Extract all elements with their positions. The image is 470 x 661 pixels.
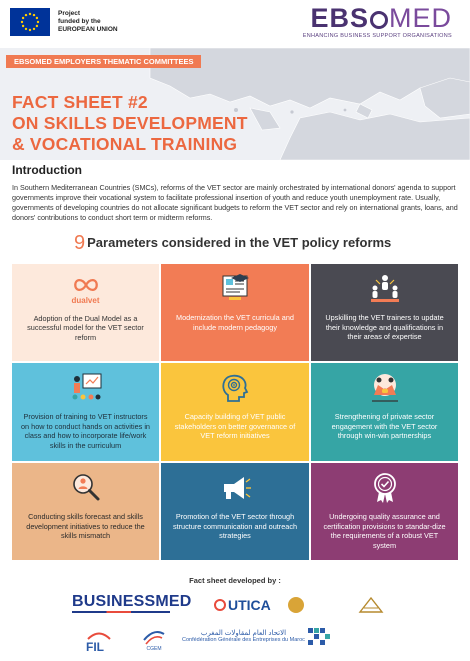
trainers-icon [368,272,402,306]
eu-funding-text: Project funded by the EUROPEAN UNION [58,10,118,33]
parameters-heading: 9 Parameters considered in the VET policy reforms [74,232,392,254]
parameters-grid [12,264,458,566]
ebsomed-o-icon [370,11,388,29]
fil-logo: FIL [86,630,112,654]
page-title: FACT SHEET #2 ON SKILLS DEVELOPMENT & VOCATIONAL TRAINING [12,92,248,154]
fil-arc-icon [86,630,112,640]
developed-by-heading: Fact sheet developed by : [189,576,281,585]
egyptian-federation-emblem-icon [358,596,384,614]
egyptian-federation-logo [358,596,384,615]
param-modernization: Modernization the VET curricula and include modern pedagogy [161,264,309,361]
intro-paragraph: In Southern Mediterranean Countries (SMCs), reforms of the VET sector are mainly orchestrated by international donors' agenda to support governments improve their vocational system to facilitate professional insertion of youth and reduce youth unemployment rate. Usually, governments of developing countries do not allocate significant budgets to reform the VET sector and rely on international grants, loans, and donors' contributions to conduct short term or midterm reforms. [12,183,458,222]
classroom-icon [69,371,103,405]
businessmed-logo: BUSINESSMED [72,593,192,613]
megaphone-icon [218,471,252,505]
curriculum-icon [218,272,252,306]
cgem-name-block: الاتحاد العام لمقاولات المغرب Confédération Générale des Entreprises du Maroc [182,630,305,643]
param-private-sector: Strengthening of private sector engagement with the VET sector through win-win partnerships [311,363,458,461]
param-promotion: Promotion of the VET sector through structure communication and outreach strategies [161,463,309,560]
magnifier-person-icon [69,471,103,505]
infinity-icon [69,272,103,298]
target-head-icon [218,371,252,405]
ebsomed-logo: EBS MED ENHANCING BUSINESS SUPPORT ORGANISATIONS [302,3,452,39]
utica-emblem-icon [214,599,226,611]
param-instructor-training: Provision of training to VET instructors on how to conduct hands on activities in class and how to incorporate life/work skills in the curriculum [12,363,159,461]
eu-stars-icon [10,8,50,36]
param-skills-forecast: Conducting skills forecast and skills development initiatives to reduce the skills mismatch [12,463,159,560]
param-dual-model: dualvet Adoption of the Dual Model as a successful model for the VET sector reform [12,264,159,361]
param-capacity-building: Capacity building of VET public stakeholders on better governance of VET reform initiatives [161,363,309,461]
cgem-swoosh-icon [142,628,166,646]
chamber-grid-icon [308,628,330,646]
param-upskilling-trainers: Upskilling the VET trainers to update their knowledge and qualifications in their areas of expertise [311,264,458,361]
dualvet-logo: dualvet [71,296,100,305]
partnership-icon [368,371,402,405]
param-quality-assurance: Undergoing quality assurance and certification provisions to standar-dize the requirements of a robust VET system [311,463,458,560]
eu-flag-logo [10,8,50,36]
chamber-commerce-logo [308,628,398,646]
utica-logo: UTICA [214,597,271,613]
certificate-icon [368,471,402,505]
cgem-logo: CGEM [142,628,166,652]
committee-banner: EBSOMED EMPLOYERS THEMATIC COMMITTEES [6,55,201,68]
nobel-medal-icon [288,597,304,613]
intro-heading: Introduction [12,163,82,177]
